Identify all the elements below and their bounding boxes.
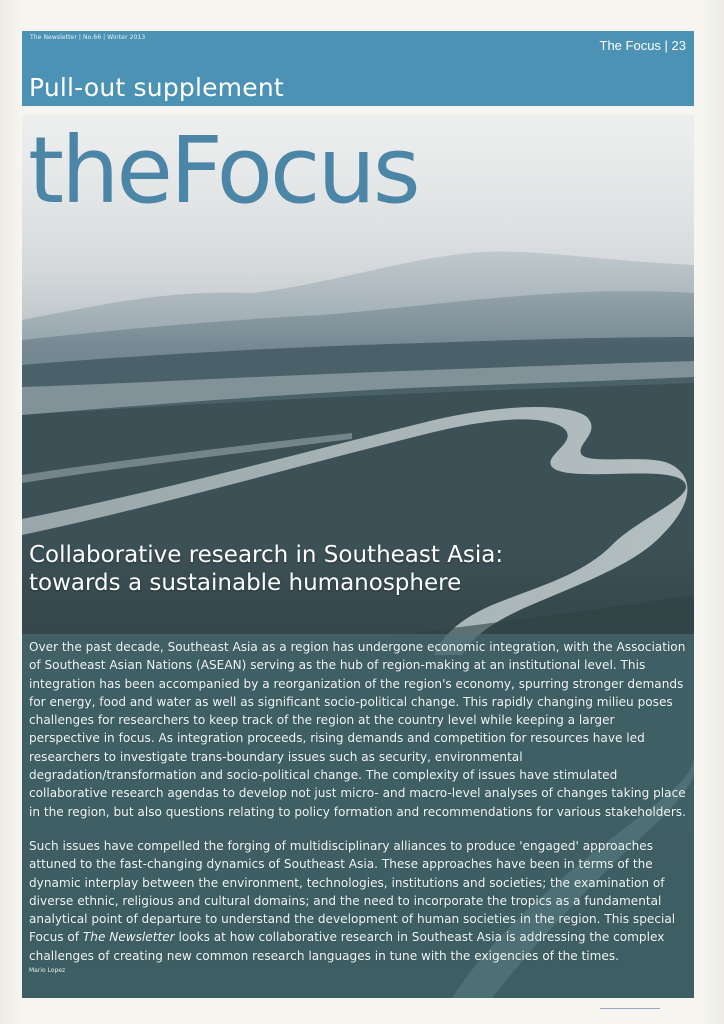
supplement-title: Pull-out supplement <box>29 73 284 102</box>
header-banner <box>22 31 694 106</box>
focus-wordmark: theFocus <box>28 117 418 224</box>
author-name: Mario Lopez <box>29 967 66 974</box>
headline-line-1: Collaborative research in Southeast Asia: <box>29 542 504 568</box>
paragraph-2 <box>29 837 689 965</box>
publication-title: The Newsletter <box>82 930 175 945</box>
paragraph-1: Over the past decade, Southeast Asia as a region has undergone economic integration, with the Association of Southeast Asian Nations (ASEAN) serving as the hub of region-making at an institutional level. This integration has been accompanied by a reorganization of the region's economy, spurring stronger demands for energy, food and water as well as significant socio-political change. This rapidly changing milieu poses challenges for researchers to keep track of the region at the country level while keeping a larger perspective in focus. As integration proceeds, rising demands and competition for resources have led researchers to investigate trans-boundary issues such as security, environmental degradation/transformation and socio-political change. The complexity of issues have stimulated collaborative research agendas to develop not just micro- and macro-level analyses of changes taking place in the region, but also questions relating to policy formation and recommendations for various stakeholders. <box>29 640 686 819</box>
headline-line-2: towards a sustainable humanosphere <box>29 570 462 596</box>
issue-meta: The Newsletter | No.66 | Winter 2013 <box>30 34 146 41</box>
paragraph-2-end: looks at how collaborative research in Southeast Asia is addressing the complex challenges of creating new common research languages in tune with the exigencies of the times. <box>29 930 665 963</box>
article-body <box>29 638 689 981</box>
article-headline <box>29 541 629 597</box>
paragraph-2-start: Such issues have compelled the forging of multidisciplinary alliances to produce 'engaged' approaches attuned to the fast-changing dynamics of Southeast Asia. These approaches have been in terms of the dynamic interplay between the environment, technologies, institutions and societies; the examination of diverse ethnic, religious and cultural domains; and the need to incorporate the tropics as a fundamental analytical point of departure to understand the development of human societies in the region. This special Focus of <box>29 838 676 945</box>
pen-mark <box>600 1008 660 1009</box>
page-reference: The Focus | 23 <box>599 38 686 53</box>
hero-image <box>22 115 694 998</box>
